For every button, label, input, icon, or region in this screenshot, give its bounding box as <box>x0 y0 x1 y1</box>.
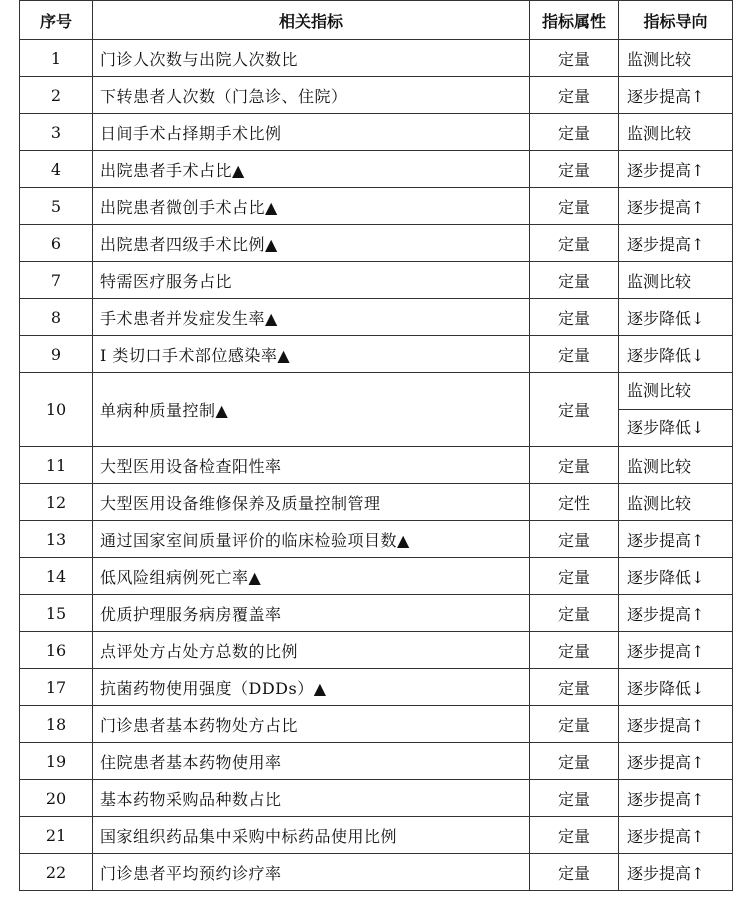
row-direction: 逐步提高↑ <box>619 151 733 188</box>
row-attr: 定量 <box>530 706 619 743</box>
row-direction: 逐步降低↓ <box>619 336 733 373</box>
table-row <box>20 558 733 595</box>
row-direction: 逐步提高↑ <box>619 706 733 743</box>
row-direction: 逐步降低↓ <box>619 669 733 706</box>
row-attr: 定量 <box>530 225 619 262</box>
row-attr: 定量 <box>530 262 619 299</box>
row-attr: 定量 <box>530 447 619 484</box>
row-attr: 定量 <box>530 114 619 151</box>
row-indicator: 门诊患者平均预约诊疗率 <box>93 854 530 891</box>
table-row <box>20 336 733 373</box>
row-indicator: 低风险组病例死亡率▲ <box>93 558 530 595</box>
row-seq: 22 <box>20 854 93 891</box>
table-row <box>20 521 733 558</box>
row-indicator: 大型医用设备检查阳性率 <box>93 447 530 484</box>
row-attr: 定量 <box>530 669 619 706</box>
row-direction: 逐步提高↑ <box>619 77 733 114</box>
row-attr: 定量 <box>530 558 619 595</box>
row-indicator: 下转患者人次数（门急诊、住院） <box>93 77 530 114</box>
table-row <box>20 225 733 262</box>
row-direction: 逐步降低↓ <box>619 558 733 595</box>
table-row <box>20 817 733 854</box>
row-attr: 定量 <box>530 780 619 817</box>
row-direction: 监测比较 <box>619 262 733 299</box>
row-seq: 1 <box>20 40 93 77</box>
row-seq: 20 <box>20 780 93 817</box>
row-direction: 逐步提高↑ <box>619 595 733 632</box>
row-attr: 定量 <box>530 595 619 632</box>
table-row <box>20 151 733 188</box>
row-attr: 定性 <box>530 484 619 521</box>
row-direction-secondary: 逐步降低↓ <box>627 418 705 437</box>
table-row <box>20 447 733 484</box>
row-seq: 9 <box>20 336 93 373</box>
header-attr: 指标属性 <box>530 1 619 40</box>
row-attr: 定量 <box>530 854 619 891</box>
row-seq: 21 <box>20 817 93 854</box>
row-indicator: 优质护理服务病房覆盖率 <box>93 595 530 632</box>
table-row <box>20 40 733 77</box>
row-indicator: 大型医用设备维修保养及质量控制管理 <box>93 484 530 521</box>
row-direction: 逐步提高↑ <box>619 188 733 225</box>
row-direction: 逐步提高↑ <box>619 521 733 558</box>
row-seq: 6 <box>20 225 93 262</box>
header-seq: 序号 <box>20 1 93 40</box>
indicator-table <box>19 0 733 891</box>
row-attr: 定量 <box>530 632 619 669</box>
row-indicator: 特需医疗服务占比 <box>93 262 530 299</box>
row-attr: 定量 <box>530 188 619 225</box>
row-indicator: 抗菌药物使用强度（DDDs）▲ <box>93 669 530 706</box>
row-seq: 8 <box>20 299 93 336</box>
row-indicator: 通过国家室间质量评价的临床检验项目数▲ <box>93 521 530 558</box>
table-row <box>20 780 733 817</box>
row-attr: 定量 <box>530 151 619 188</box>
row-indicator: 出院患者微创手术占比▲ <box>93 188 530 225</box>
row-indicator: 国家组织药品集中采购中标药品使用比例 <box>93 817 530 854</box>
row-attr: 定量 <box>530 817 619 854</box>
table-row <box>20 595 733 632</box>
row-indicator: 住院患者基本药物使用率 <box>93 743 530 780</box>
row-direction: 逐步提高↑ <box>619 225 733 262</box>
header-row <box>20 1 733 40</box>
row-seq: 4 <box>20 151 93 188</box>
table-row <box>20 632 733 669</box>
row-direction: 逐步提高↑ <box>619 743 733 780</box>
row-indicator: 点评处方占处方总数的比例 <box>93 632 530 669</box>
table-row <box>20 743 733 780</box>
header-indicator: 相关指标 <box>93 1 530 40</box>
row-seq: 5 <box>20 188 93 225</box>
table-row <box>20 373 733 447</box>
table-row <box>20 669 733 706</box>
row-seq: 12 <box>20 484 93 521</box>
table-row <box>20 188 733 225</box>
row-attr: 定量 <box>530 40 619 77</box>
row-direction: 监测比较 <box>619 484 733 521</box>
row-seq: 7 <box>20 262 93 299</box>
table-body <box>20 40 733 891</box>
row-direction: 监测比较 <box>619 40 733 77</box>
table-row <box>20 706 733 743</box>
table-row <box>20 484 733 521</box>
row-direction: 监测比较 <box>619 114 733 151</box>
row-indicator: 门诊人次数与出院人次数比 <box>93 40 530 77</box>
row-indicator: 日间手术占择期手术比例 <box>93 114 530 151</box>
row-indicator: I 类切口手术部位感染率▲ <box>93 336 530 373</box>
row-direction: 逐步提高↑ <box>619 854 733 891</box>
row-indicator: 门诊患者基本药物处方占比 <box>93 706 530 743</box>
row-direction: 逐步提高↑ <box>619 780 733 817</box>
row-direction: 逐步提高↑ <box>619 817 733 854</box>
row-attr: 定量 <box>530 743 619 780</box>
table-row <box>20 114 733 151</box>
row-seq: 18 <box>20 706 93 743</box>
row-attr: 定量 <box>530 521 619 558</box>
table-row <box>20 299 733 336</box>
row-seq: 13 <box>20 521 93 558</box>
row-indicator: 出院患者手术占比▲ <box>93 151 530 188</box>
row-seq: 10 <box>20 373 93 447</box>
row-seq: 11 <box>20 447 93 484</box>
row-attr: 定量 <box>530 373 619 447</box>
row-indicator: 出院患者四级手术比例▲ <box>93 225 530 262</box>
row-seq: 19 <box>20 743 93 780</box>
row-direction <box>619 373 733 447</box>
row-direction: 逐步提高↑ <box>619 632 733 669</box>
header-direction: 指标导向 <box>619 1 733 40</box>
row-seq: 15 <box>20 595 93 632</box>
row-indicator: 基本药物采购品种数占比 <box>93 780 530 817</box>
row-direction: 监测比较 <box>619 447 733 484</box>
row-attr: 定量 <box>530 336 619 373</box>
row-indicator: 单病种质量控制▲ <box>93 373 530 447</box>
row-seq: 3 <box>20 114 93 151</box>
row-attr: 定量 <box>530 77 619 114</box>
row-direction: 逐步降低↓ <box>619 299 733 336</box>
row-seq: 2 <box>20 77 93 114</box>
row-indicator: 手术患者并发症发生率▲ <box>93 299 530 336</box>
row-seq: 17 <box>20 669 93 706</box>
table-row <box>20 854 733 891</box>
row-seq: 16 <box>20 632 93 669</box>
row-direction-primary: 监测比较 <box>619 373 732 410</box>
table-row <box>20 77 733 114</box>
row-seq: 14 <box>20 558 93 595</box>
table-row <box>20 262 733 299</box>
row-attr: 定量 <box>530 299 619 336</box>
